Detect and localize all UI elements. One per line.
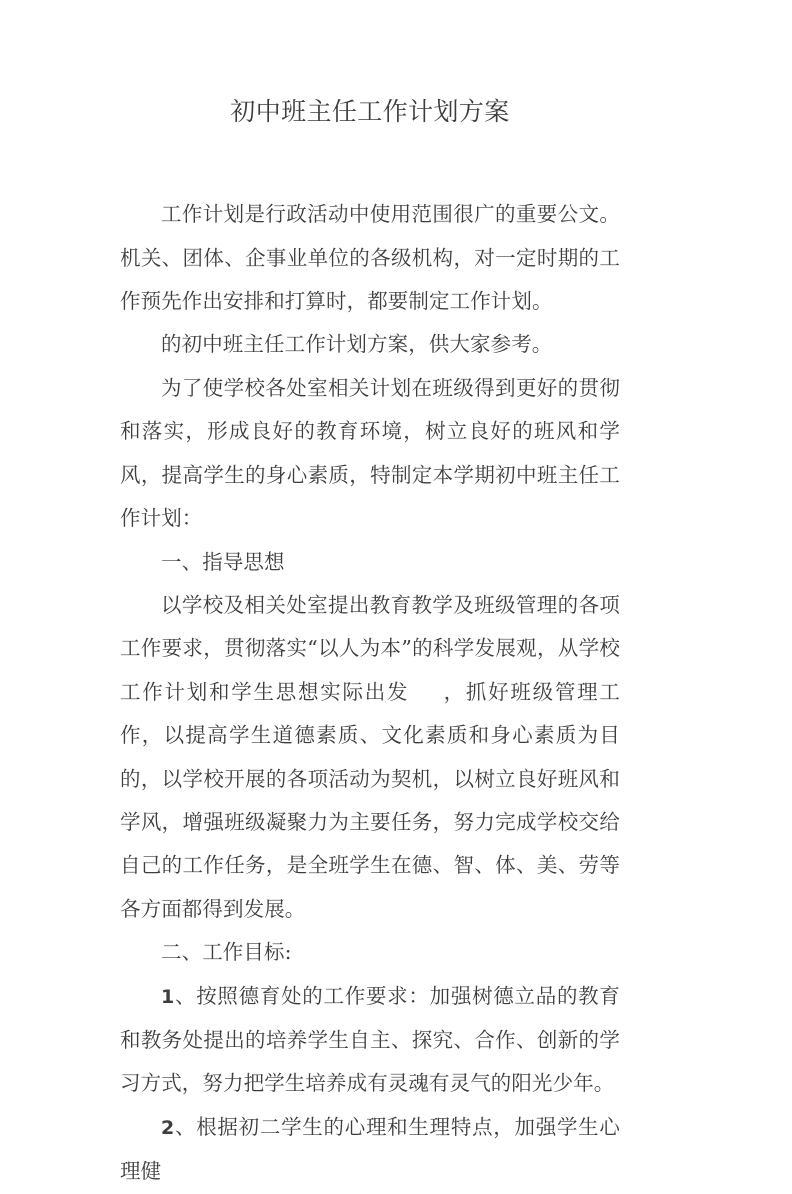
page-title: 初中班主任工作计划方案 [230,97,510,126]
list-item-2-number: 2 [161,1116,175,1139]
paragraph-guiding-ideology-part2: ，抓好班级管理工作，以提高学生道德素质、文化素质和身心素质为目的，以学校开展的各项活动为契机，以树立良好班风和学风，增强班级凝聚力为主要任务，努力完成学校交给自己的工作任务，是全班学生在德、智、体、美、劳等各方面都得到发展。 [120,679,620,921]
list-item-1-number: 1 [161,985,175,1008]
document-body [120,0,620,1194]
paragraph-intro-2: 的初中班主任工作计划方案，供大家参考。 [161,332,553,357]
paragraph-intro-1: 工作计划是行政活动中使用范围很广的重要公文。机关、团体、企事业单位的各级机构，对一定时期的工作预先作出安排和打算时，都要制定工作计划。 [120,202,620,314]
list-item-1-separator: 、 [174,983,197,1008]
title-body-spacer [120,127,620,193]
section-heading-work-objectives: 二、工作目标: [161,940,292,965]
paragraph-guiding-ideology-part1: 以学校及相关处室提出教育教学及班级管理的各项工作要求，贯彻落实“以人为本”的科学发展观，从学校工作计划和学生思想实际出发 [120,592,620,704]
paragraph-guiding-ideology [120,584,620,931]
list-item-1-text: 按照德育处的工作要求：加强树德立品的教育和教务处提出的培养学生自主、探究、合作、创新的学习方式，努力把学生培养成有灵魂有灵气的阳光少年。 [120,983,621,1096]
list-item-2-text: 根据初二学生的心理和生理特点，加强学生心理健 [120,1114,621,1184]
list-item-2-separator: 、 [174,1114,197,1139]
list-item-2 [120,1106,620,1194]
list-item-1 [120,975,620,1106]
section-heading-guiding-ideology: 一、指导思想 [161,549,285,574]
paragraph-intro-3: 为了使学校各处室相关计划在班级得到更好的贯彻和落实，形成良好的教育环境，树立良好的班风和学风，提高学生的身心素质，特制定本学期初中班主任工作计划： [120,375,620,531]
